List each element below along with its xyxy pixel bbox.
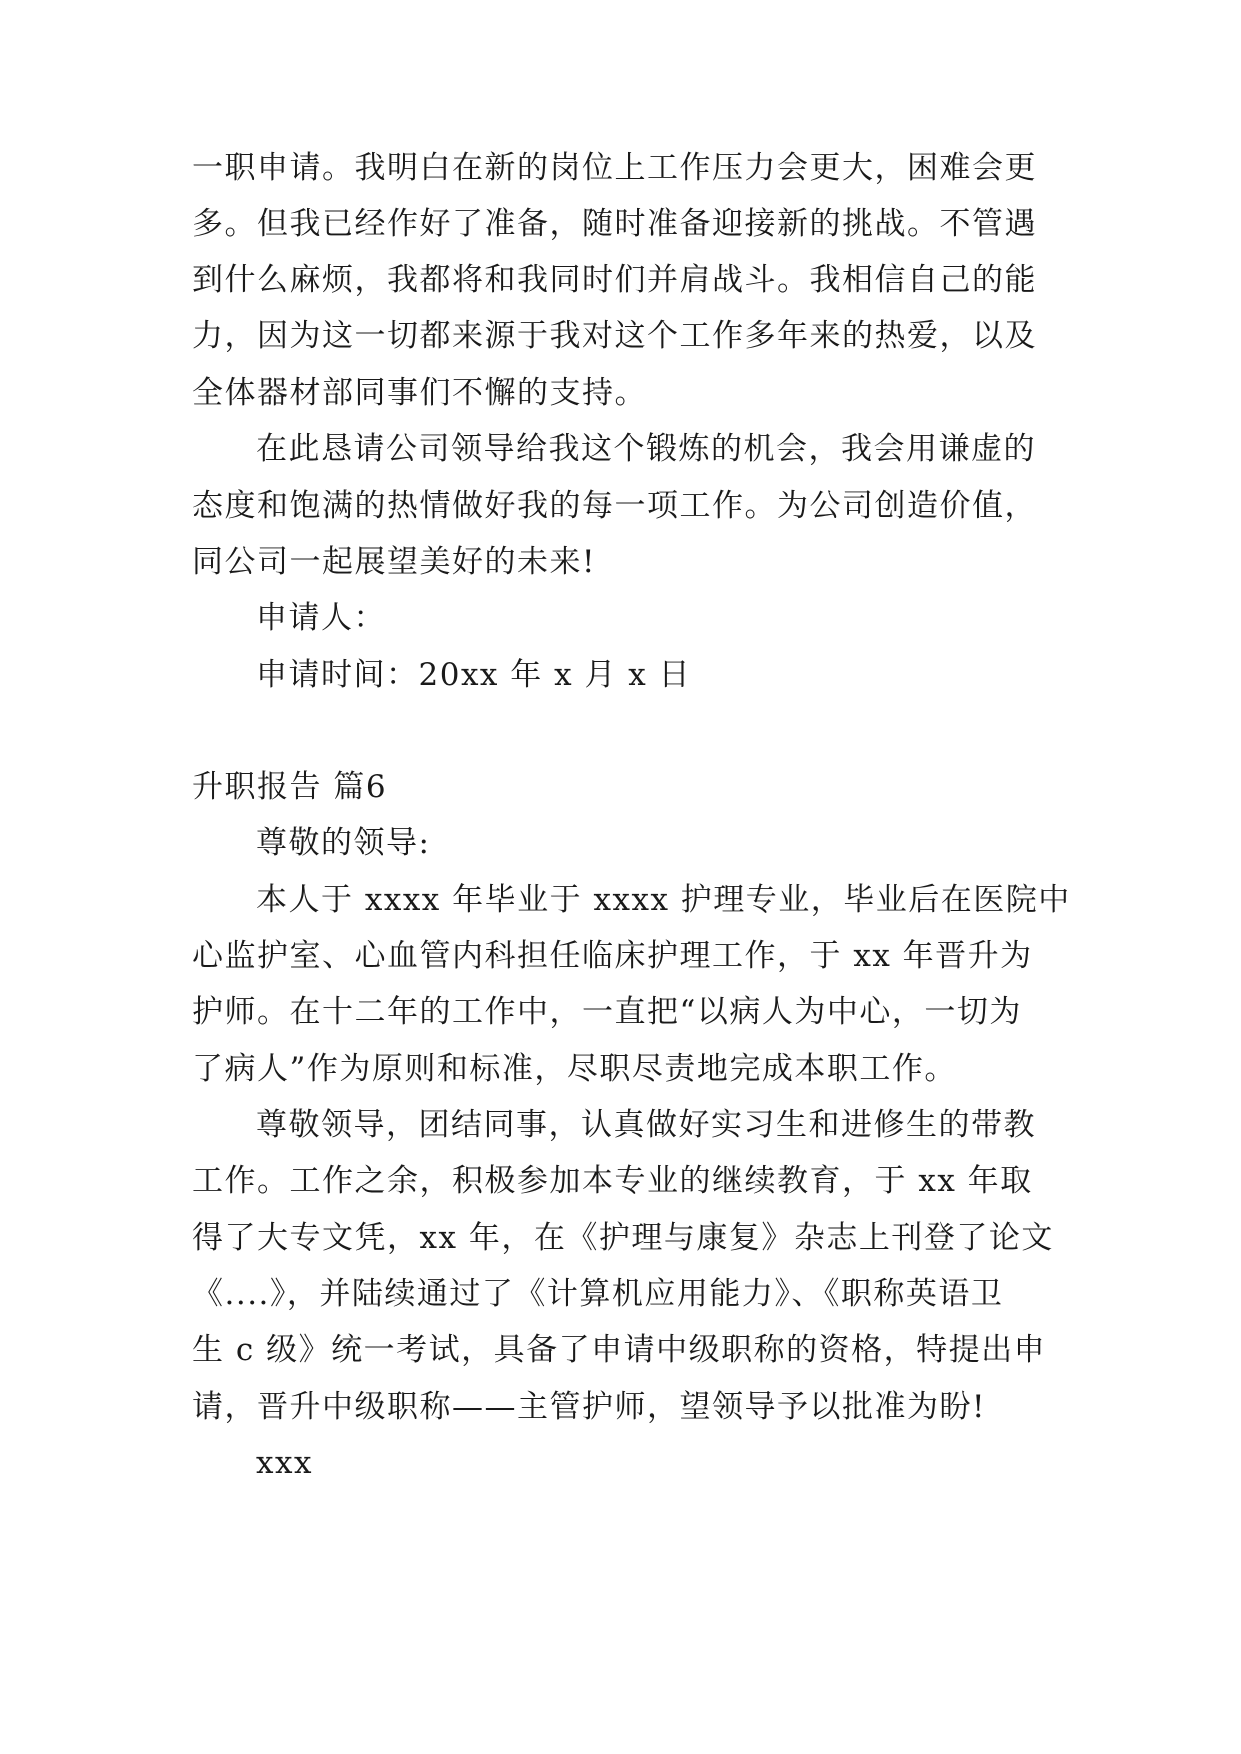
text-line: 全体器材部同事们不懈的支持。 xyxy=(192,375,647,411)
applicant-label: 申请人： xyxy=(256,600,386,636)
text-line: 到什么麻烦，我都将和我同时们并肩战斗。我相信自己的能 xyxy=(192,262,1037,298)
text-line: 工作。工作之余，积极参加本专业的继续教育，于 xx 年取 xyxy=(192,1163,1033,1199)
text-line: 力，因为这一切都来源于我对这个工作多年来的热爱，以及 xyxy=(192,318,1037,354)
text-line: 一职申请。我明白在新的岗位上工作压力会更大，困难会更 xyxy=(192,150,1037,186)
text-line: 生 c 级》统一考试，具备了申请中级职称的资格，特提出申 xyxy=(192,1332,1047,1368)
text-line: 在此恳请公司领导给我这个锻炼的机会，我会用谦虚的 xyxy=(256,431,1036,467)
text-line: 得了大专文凭，xx 年，在《护理与康复》杂志上刊登了论文 xyxy=(192,1220,1054,1256)
text-line: 《....》，并陆续通过了《计算机应用能力》、《职称英语卫 xyxy=(192,1276,1004,1312)
text-line: 护师。在十二年的工作中，一直把“以病人为中心，一切为 xyxy=(192,994,1022,1030)
text-line: 请，晋升中级职称——主管护师，望领导予以批准为盼! xyxy=(192,1389,986,1425)
text-line: 本人于 xxxx 年毕业于 xxxx 护理专业，毕业后在医院中 xyxy=(256,882,1071,918)
salutation: 尊敬的领导: xyxy=(256,825,431,861)
text-line: 尊敬领导，团结同事，认真做好实习生和进修生的带教 xyxy=(256,1107,1036,1143)
text-line: 了病人”作为原则和标准，尽职尽责地完成本职工作。 xyxy=(192,1051,957,1087)
application-date: 申请时间：20xx 年 x 月 x 日 xyxy=(256,657,692,693)
text-line: 心监护室、心血管内科担任临床护理工作，于 xx 年晋升为 xyxy=(192,938,1033,974)
text-line: 同公司一起展望美好的未来! xyxy=(192,544,596,580)
text-line: 态度和饱满的热情做好我的每一项工作。为公司创造价值， xyxy=(192,488,1037,524)
text-line: 多。但我已经作好了准备，随时准备迎接新的挑战。不管遇 xyxy=(192,206,1037,242)
signature-name: xxx xyxy=(256,1445,313,1481)
section-heading: 升职报告 篇6 xyxy=(192,769,388,805)
